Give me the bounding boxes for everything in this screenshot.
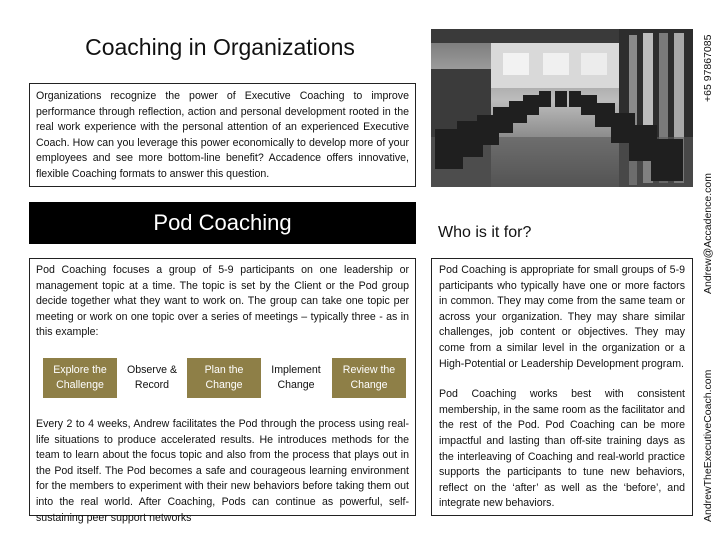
who-paragraph-1: Pod Coaching is appropriate for small groups of 5-9 participants who typically have one or more factors in common. They may come from the same team or across your organization. They may share similar challenges, job content or objectives. They may come from a similar level in the organization or a High-Potential or Leadership Development program. xyxy=(439,264,685,370)
pod-paragraph-2: Every 2 to 4 weeks, Andrew facilitates the Pod through the process using real-life situations to produce accelerated results. He introduces methods for the team to learn about the focus topic and also from the process that plays out in the Pod itself. The Pod becomes a safe and courageous learning environment for the members to experiment with their new behaviors before taking them out into the real world. After Coaching, Pods can continue as powerful, self-sustaining peer support networks xyxy=(36,417,409,524)
step-observe: Observe & Record xyxy=(126,363,178,391)
meeting-room-photo xyxy=(431,29,693,187)
step-explore: Explore the Challenge xyxy=(43,358,117,398)
pod-paragraph-1: Pod Coaching focuses a group of 5-9 participants on one leadership or management topic at a time. The topic is set by the Client or the Pod group decide together what they want to work on. The group can take one topic per meeting or work on one topic over a series of meetings – typically three - as in this example: xyxy=(36,264,409,339)
pod-coaching-banner: Pod Coaching xyxy=(29,202,416,244)
who-heading: Who is it for? xyxy=(438,224,532,241)
step-review: Review the Change xyxy=(332,358,406,398)
process-steps xyxy=(36,351,409,411)
who-box xyxy=(431,258,693,516)
email-address[interactable]: Andrew@Accadence.com xyxy=(702,173,714,294)
intro-box xyxy=(29,83,416,187)
step-plan: Plan the Change xyxy=(187,358,261,398)
phone-number: +65 97867085 xyxy=(702,34,714,102)
who-paragraph-2: Pod Coaching works best with consistent membership, in the same room as the facilitator and the rest of the Pod. Pod Coaching can be more impactful and lasting than off-site training days as the interleaving of Coaching and real-world practice supports the participants to tune new behaviors, reflect on the ‘after’ as well as the ‘before’, and integrate new behaviors. xyxy=(439,388,685,510)
website-link[interactable]: AndrewTheExecutiveCoach.com xyxy=(702,369,714,522)
pod-coaching-box xyxy=(29,258,416,524)
page-title: Coaching in Organizations xyxy=(85,34,355,60)
step-implement: Implement Change xyxy=(271,363,321,391)
intro-text: Organizations recognize the power of Executive Coaching to improve performance through reflection, action and personal development rooted in the real work experience with the personal attention of an experienced Executive Coach. How can you leverage this power economically to develop more of your employees and see more bottom-line benefit? Accadence offers innovative, flexible Coaching formats to answer this question. xyxy=(36,90,409,180)
photo-image xyxy=(431,29,693,187)
